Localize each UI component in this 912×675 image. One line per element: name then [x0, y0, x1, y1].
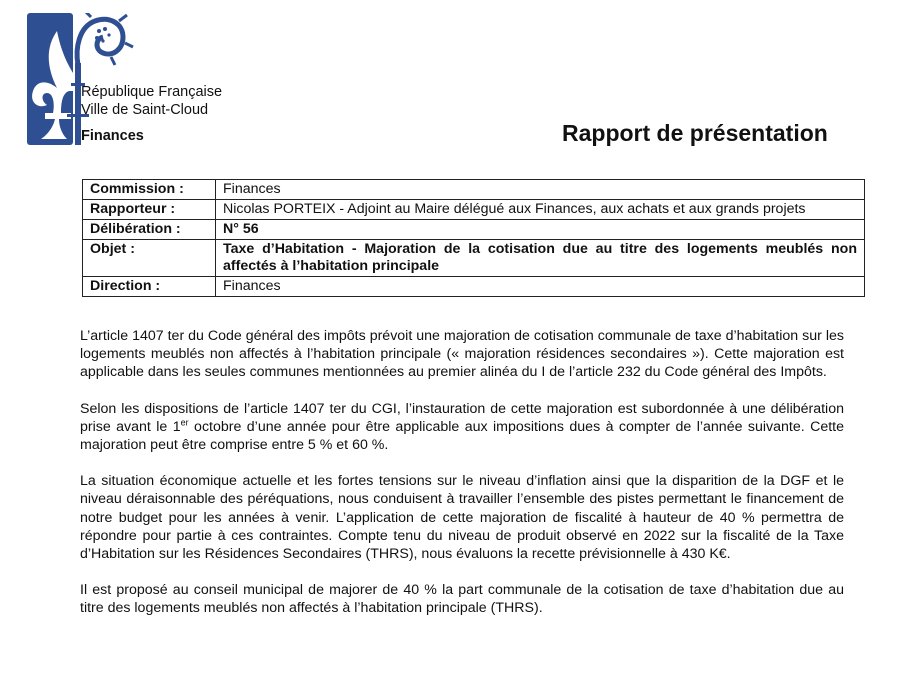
- paragraph-cgi-dispositions: Selon les dispositions de l’article 1407 ter du CGI, l’instauration de cette majoration est subordonnée à une délibération prise avant le 1er octobre d’une année pour être applicable aux impositions dues à compter de l’année suivante. Cette majoration peut être comprise entre 5 % et 60 %.: [80, 400, 844, 454]
- table-row: [83, 180, 865, 200]
- page-title: Rapport de présentation: [562, 120, 828, 146]
- ordinal-superscript: er: [180, 417, 189, 428]
- table-row: [83, 200, 865, 220]
- department-name: Finances: [81, 128, 144, 144]
- row-label-deliberation: Délibération :: [83, 220, 216, 240]
- organization-block: [81, 83, 222, 145]
- row-value-objet: Taxe d’Habitation - Majoration de la cotisation due au titre des logements meublés non affectés à l’habitation principale: [216, 240, 865, 277]
- table-row: [83, 220, 865, 240]
- paragraph-proposal: Il est proposé au conseil municipal de majorer de 40 % la part communale de la cotisation de taxe d’habitation due au titre des logements meublés non affectés à l’habitation principale (THRS).: [80, 582, 844, 617]
- org-line-republic: République Française: [81, 84, 223, 100]
- paragraph-article-1407: L’article 1407 ter du Code général des impôts prévoit une majoration de cotisation communale de taxe d’habitation sur les logements meublés non affectés à l’habitation principale (« majoration résidences secondaires »). Cette majoration est applicable dans les seules communes mentionnées au premier alinéa du I de l’article 232 du Code général des Impôts.: [80, 328, 844, 381]
- paragraph-economic-situation: La situation économique actuelle et les fortes tensions sur le niveau d’inflation ainsi que la disparition de la DGF et le niveau déraisonnable des péréquations, nous conduisent à travailler l’ensemble des pistes permettant le financement de notre budget pour les années à venir. L’application de cette majoration de fiscalité à hauteur de 40 % permettra de répondre pour partie à ces contraintes. Compte tenu du niveau de produit observé en 2022 sur la fiscalité de la Taxe d’Habitation sur les Résidences Secondaires (THRS), nous évaluons la recette prévisionnelle à 430 K€.: [80, 473, 844, 563]
- report-body: [80, 327, 844, 636]
- row-label-commission: Commission :: [83, 180, 216, 200]
- row-value-deliberation: N° 56: [216, 220, 865, 240]
- org-line-city: Ville de Saint-Cloud: [81, 102, 209, 118]
- table-row: [83, 277, 865, 297]
- row-value-commission: Finances: [216, 180, 865, 200]
- row-value-direction: Finances: [216, 277, 865, 297]
- row-label-direction: Direction :: [83, 277, 216, 297]
- table-row: [83, 240, 865, 277]
- row-label-rapporteur: Rapporteur :: [83, 200, 216, 220]
- row-value-rapporteur: Nicolas PORTEIX - Adjoint au Maire délégué aux Finances, aux achats et aux grands projets: [216, 200, 865, 220]
- row-label-objet: Objet :: [83, 240, 216, 277]
- report-metadata-table: [82, 179, 865, 297]
